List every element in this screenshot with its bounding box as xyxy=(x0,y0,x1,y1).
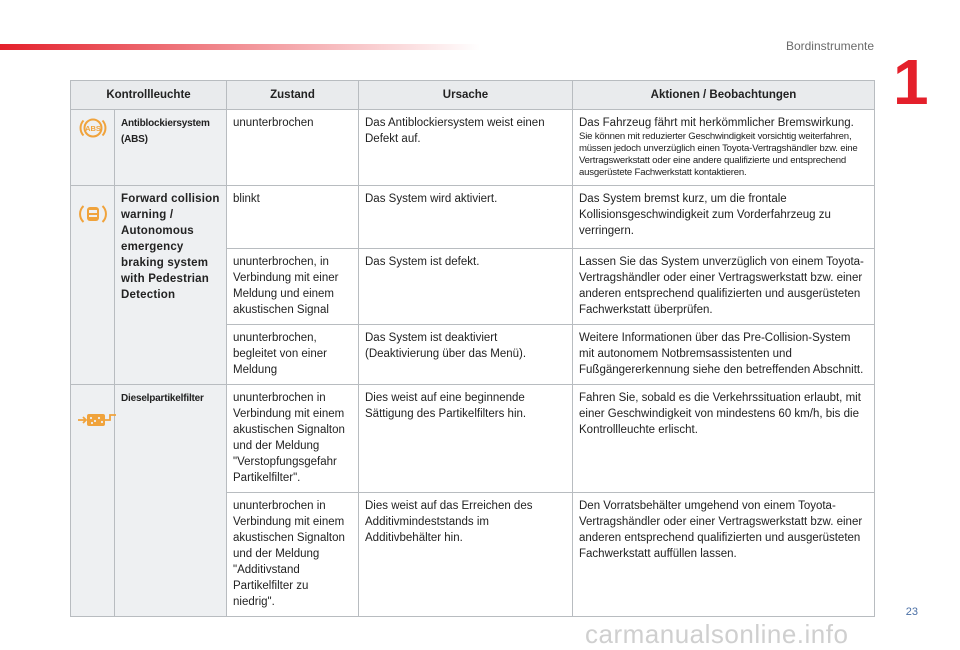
cause-cell: Das System ist deaktiviert (Deaktivierung über das Menü). xyxy=(359,325,573,385)
action-note: Sie können mit reduzierter Geschwindigkeit vorsichtig weiterfahren, müssen jedoch unverzüglich einen Toyota-Vertragshändler bzw. eine Vertragswerkstatt oder eine andere qualifizierte und entsprechend ausgerüstete Fachwerkstatt kontaktieren. xyxy=(579,131,858,178)
action-text: Das Fahrzeug fährt mit herkömmlicher Bremswirkung. xyxy=(579,117,854,129)
state-cell: blinkt xyxy=(227,186,359,249)
column-header-zustand: Zustand xyxy=(227,81,359,110)
light-name: Dieselpartikelfilter xyxy=(121,393,204,404)
column-header-ursache: Ursache xyxy=(359,81,573,110)
action-cell: Das System bremst kurz, um die frontale Kollisionsgeschwindigkeit zum Vorderfahrzeug zu verringern. xyxy=(573,186,875,249)
cause-cell: Das System wird aktiviert. xyxy=(359,186,573,249)
table-row xyxy=(71,110,875,186)
table-row xyxy=(71,385,875,493)
light-name: Forward collision warning / Autonomous emergency braking system with Pedestrian Detection xyxy=(121,193,220,301)
table-header-row xyxy=(71,81,875,110)
action-cell: Fahren Sie, sobald es die Verkehrssituation erlaubt, mit einer Geschwindigkeit von mindestens 60 km/h, bis die Kontrollleuchte erlischt. xyxy=(573,385,875,493)
page-number: 23 xyxy=(905,606,918,618)
forward-collision-icon xyxy=(79,200,107,228)
abs-warning-icon xyxy=(79,115,107,141)
state-cell: ununterbrochen, begleitet von einer Meldung xyxy=(227,325,359,385)
svg-text:ABS: ABS xyxy=(84,124,101,133)
column-header-aktionen: Aktionen / Beobachtungen xyxy=(573,81,875,110)
icon-cell xyxy=(71,110,115,186)
cause-cell: Dies weist auf das Erreichen des Additivmindeststands im Additivbehälter hin. xyxy=(359,493,573,617)
cause-cell: Dies weist auf eine beginnende Sättigung des Partikelfilters hin. xyxy=(359,385,573,493)
action-cell xyxy=(573,110,875,186)
column-header-kontrollleuchte: Kontrollleuchte xyxy=(71,81,227,110)
diesel-particulate-filter-icon xyxy=(77,411,117,429)
section-title: Bordinstrumente xyxy=(785,39,874,53)
cause-cell: Das System ist defekt. xyxy=(359,249,573,325)
state-cell: ununterbrochen in Verbindung mit einem akustischen Signalton und der Meldung "Additivstand Partikelfilter zu niedrig". xyxy=(227,493,359,617)
cause-cell: Das Antiblockiersystem weist einen Defekt auf. xyxy=(359,110,573,186)
light-name-cell xyxy=(115,385,227,617)
icon-cell xyxy=(71,385,115,617)
watermark-text: carmanualsonline.info xyxy=(585,619,849,649)
icon-cell xyxy=(71,186,115,385)
table-row xyxy=(71,186,875,249)
light-name-cell xyxy=(115,186,227,385)
state-cell: ununterbrochen, in Verbindung mit einer Meldung und einem akustischen Signal xyxy=(227,249,359,325)
action-cell: Den Vorratsbehälter umgehend von einem Toyota-Vertragshändler oder einer Vertragswerkstatt bzw. einer anderen entsprechend qualifizierten und ausgerüsteten Fachwerkstatt auffüllen lassen. xyxy=(573,493,875,617)
light-name: Antiblockiersystem (ABS) xyxy=(121,118,210,145)
warning-lights-table xyxy=(70,80,875,617)
state-cell: ununterbrochen xyxy=(227,110,359,186)
action-cell: Weitere Informationen über das Pre-Collision-System mit autonomem Notbremsassistenten und Fußgängererkennung siehe den betreffenden Abschnitt. xyxy=(573,325,875,385)
light-name-cell xyxy=(115,110,227,186)
chapter-number: 1 xyxy=(893,46,929,118)
header-accent-bar xyxy=(0,44,480,50)
action-cell: Lassen Sie das System unverzüglich von einem Toyota-Vertragshändler oder einer Vertragswerkstatt bzw. einer anderen entsprechend qualifizierten und ausgerüsteten Fachwerkstatt überprüfen. xyxy=(573,249,875,325)
state-cell: ununterbrochen in Verbindung mit einem akustischen Signalton und der Meldung "Verstopfungsgefahr Partikelfilter". xyxy=(227,385,359,493)
